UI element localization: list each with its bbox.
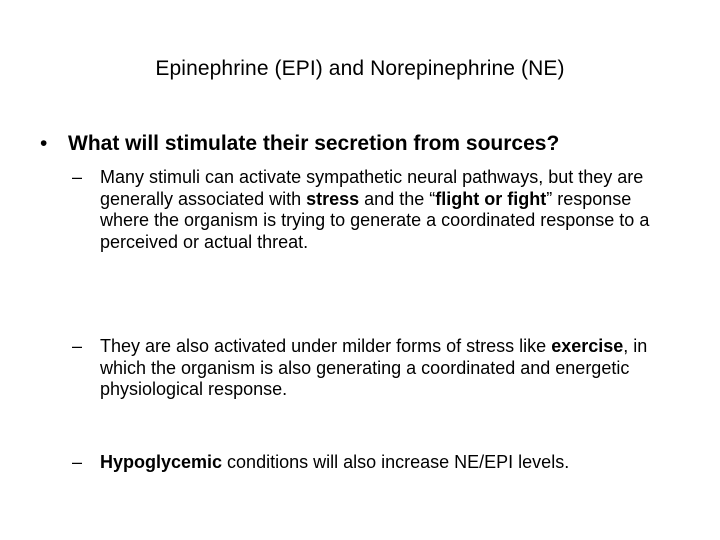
text-run: Many stimuli can activate sympathetic neural pathways, but they are generally associated with — [100, 167, 644, 209]
sub-bullet-marker: – — [72, 336, 83, 356]
sub-bullet-hypoglycemic — [72, 452, 672, 474]
emphasis-exercise: exercise — [551, 336, 624, 356]
main-bullet — [40, 130, 700, 158]
emphasis-stress: stress — [306, 188, 360, 209]
text-run: , in which the organism is also generating a coordinated and energetic physiological response. — [100, 336, 648, 399]
bullet-marker: • — [40, 132, 48, 155]
text-run: and the “ — [359, 188, 436, 209]
text-run: conditions will also increase NE/EPI levels. — [222, 452, 570, 472]
sub-bullet-exercise — [72, 336, 672, 401]
sub-bullet-marker: – — [72, 167, 83, 187]
slide-title: Epinephrine (EPI) and Norepinephrine (NE) — [155, 57, 565, 80]
emphasis-flight-or-fight: flight or fight — [435, 188, 547, 209]
sub-bullet-marker: – — [72, 452, 83, 472]
sub-bullet-stimuli — [72, 167, 672, 253]
emphasis-hypoglycemic: Hypoglycemic — [100, 452, 223, 472]
bullet-question: What will stimulate their secretion from sources? — [68, 132, 560, 155]
sub-bullet-text — [100, 452, 672, 474]
sub-bullet-text — [100, 167, 672, 253]
sub-bullet-text — [100, 336, 672, 401]
text-run: ” response where the organism is trying to generate a coordinated response to a perceived or actual threat. — [100, 188, 650, 252]
text-run: They are also activated under milder forms of stress like — [100, 336, 552, 356]
